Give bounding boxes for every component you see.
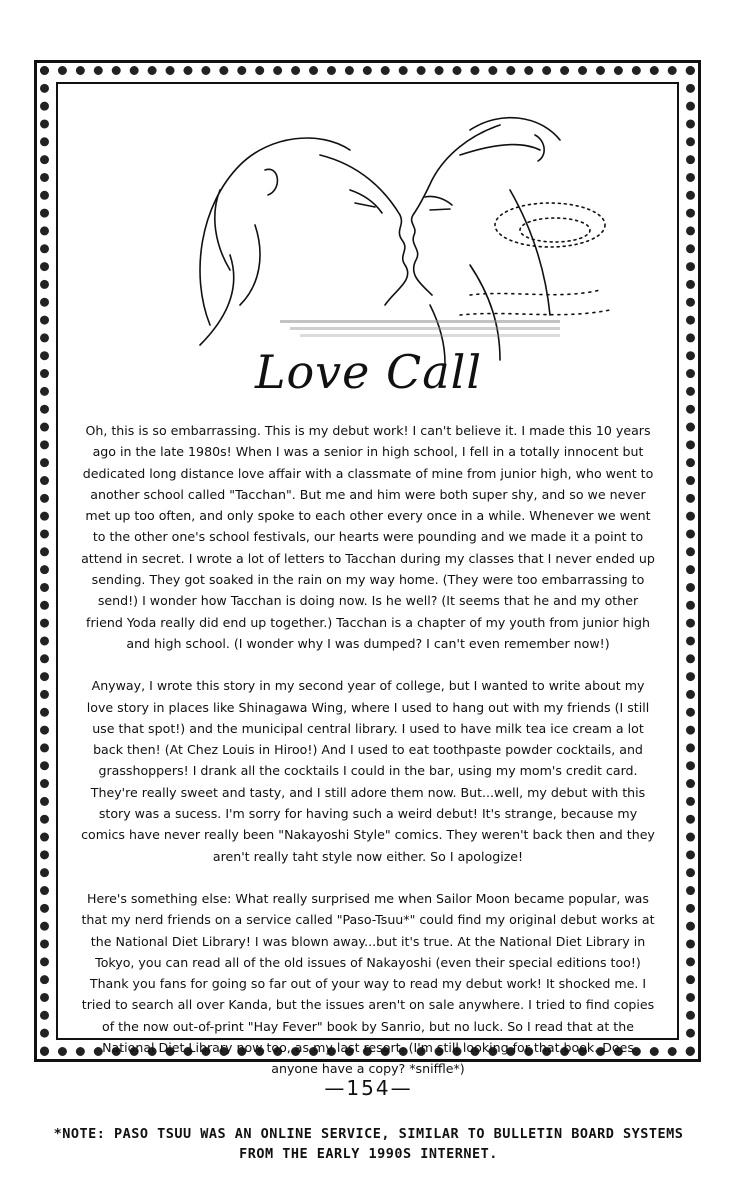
paragraph-2: Anyway, I wrote this story in my second year of college, but I wanted to write about my love story in places like Shinagawa Wing, where I used to hang out with my friends (I still use that spot!) and the municipal central library. I used to have milk tea ice cream a lot back then! (At Chez Louis in Hiroo!) And I used to eat toothpaste powder cocktails, and grasshoppers! I drank all the cocktails I could in the bar, using my mom's credit card. They're really sweet and tasty, and I still adore them now. But...well, my debut with this story was a sucess. I'm sorry for having such a weird debut! It's strange, because my comics have never really been "Nakayoshi Style" comics. They weren't back then and they aren't really taht style now either. So I apologize! [81, 678, 655, 864]
couple-illustration [170, 95, 620, 365]
translator-note: *NOTE: PASO TSUU WAS AN ONLINE SERVICE, SIMILAR TO BULLETIN BOARD SYSTEMS FROM THE EARLY 1990S INTERNET. [53, 1126, 684, 1162]
story-title: Love Call [254, 345, 483, 399]
paragraph-3: Here's something else: What really surprised me when Sailor Moon became popular, was that my nerd friends on a service called "Paso-Tsuu*" could find my original debut works at the National Diet Library! I was blown away...but it's true. At the National Diet Library in Tokyo, you can read all of the old issues of Nakayoshi (even their special editions too!) Thank you fans for going so far out of your way to read my debut work! It shocked me. I tried to search all over Kanda, but the issues aren't on sale anywhere. I tried to find copies of the now out-of-print "Hay Fever" book by Sanrio, but no luck. So I read that at the National Diet Library now too, as my last resort. (I'm still looking for that book. Does anyone have a copy? *sniffle*) [81, 890, 655, 1077]
author-notes-body [78, 420, 658, 1101]
paragraph-1: Oh, this is so embarrassing. This is my debut work! I can't believe it. I made this 10 years ago in the late 1980s! When I was a senior in high school, I fell in a totally innocent but dedicated long distance love affair with a classmate of mine from junior high, who went to another school called "Tacchan". But me and him were both super shy, and so we never met up too often, and only spoke to each other every once in a while. Whenever we went to the other one's school festivals, our hearts were pounding and we made it a point to attend in secret. I wrote a lot of letters to Tacchan during my classes that I never ended up sending. They got soaked in the rain on my way home. (They were too embarrassing to send!) I wonder how Tacchan is doing now. Is he well? (It seems that he and my other friend Yoda really did end up together.) Tacchan is a chapter of my youth from junior high and high school. (I wonder why I was dumped? I can't even remember now!) [81, 423, 655, 651]
page-number: —154— [324, 1076, 413, 1100]
